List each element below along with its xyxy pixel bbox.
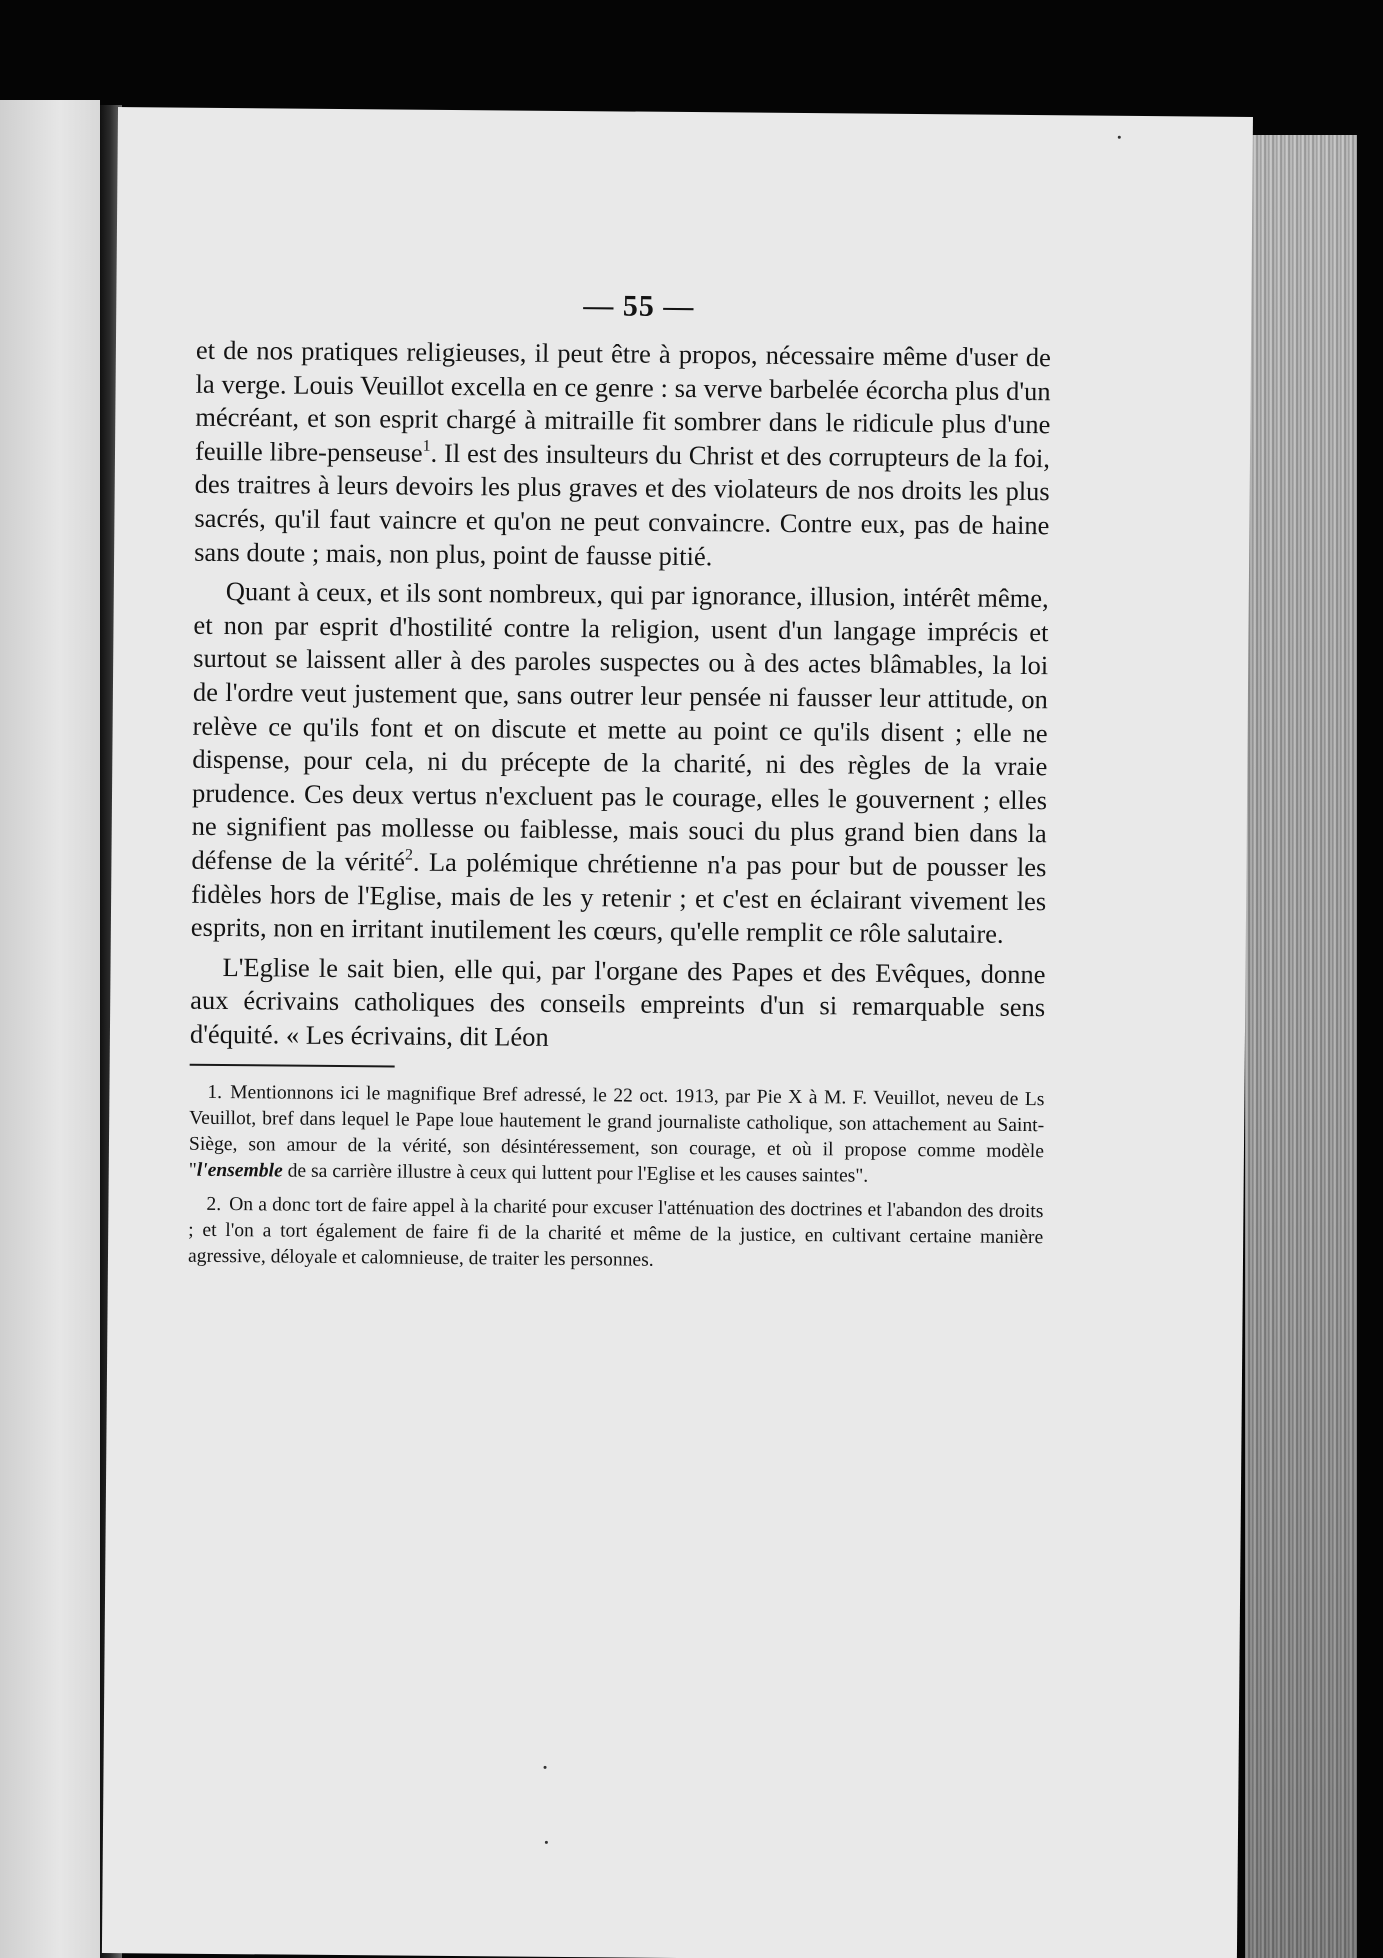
page-content [188,286,1052,1286]
footnote-1 [189,1080,1045,1191]
footnote-text: de sa carrière illustre à ceux qui luttent pour l'Eglise et les causes saintes". [282,1160,869,1188]
footnote-text: On a donc tort de faire appel à la charité pour excuser l'atténuation des doctrines et l'abandon des droits ; et l'on a tort également de faire fi de la charité et même de la justice, en cultivant certaine manière agressive, déloyale et calomnieuse, de traiter les personnes. [187,1194,1044,1272]
paragraph-3: L'Eglise le sait bien, elle qui, par l'organe des Papes et des Evêques, donne aux écrivains catholiques des conseils empreints d'un si remarquable sens d'équité. « Les écrivains, dit Léon [189,951,1046,1052]
footnotes [188,1080,1045,1277]
paragraph-text: et de nos pratiques religieuses, il peut être à propos, nécessaire même d'user de la verge. Louis Veuillot excella en ce genre : sa verve barbelée écorcha plus d'un mécréant, et son esprit chargé à mitraille fit sombrer dans le ridicule plus d'une feuille libre-penseuse [194,334,1052,468]
paragraph-text: . Il est des insulteurs du Christ et des corrupteurs de la foi, des traitres à leurs devoirs les plus graves et des violateurs de nos droits les plus sacrés, qu'il faut vaincre et qu'on ne peut convaincre. Contre eux, pas de haine sans doute ; mais, non plus, point de fausse pitié. [194,437,1051,571]
page-edge-shading [1245,135,1357,1958]
footnote-emphasis: l'ensemble [196,1160,283,1182]
page-number: — 55 — [583,289,695,324]
scan-speck [1118,136,1121,139]
paragraph-text: Quant à ceux, et ils sont nombreux, qui par ignorance, illusion, intérêt même, et non par esprit d'hostilité contre la religion, usent d'un langage imprécis et surtout se laissent aller à des paroles suspectes ou à des actes blâmables, la loi de l'ordre veut justement que, sans outrer leur pensée ni fausser leur attitude, on relève ce qu'ils font et on discute et mette au point ce qu'ils disent ; elle ne dispense, pour cela, ni du précepte de la charité, ni des règles de la vraie prudence. Ces deux vertus n'excluent pas le courage, elles le gouvernent ; elles ne signifient pas mollesse ou faiblesse, mais souci du plus grand bien dans la défense de la vérité [191,576,1049,877]
footnote-text: Mentionnons ici le magnifique Bref adressé, le 22 oct. 1913, par Pie X à M. F. Veuillot, neveu de Ls Veuillot, bref dans lequel le Pape loue hautement le grand journaliste catholique, son attachement au Saint-Siège, son amour de la vérité, son désintéressement, son courage, et où il propose comme modèle " [188,1082,1045,1182]
footnote-number: 1. [207,1082,223,1104]
book-page [102,107,1253,1958]
footnote-separator [190,1064,395,1068]
scan-speck [545,1841,548,1844]
footnote-ref-1: 1 [422,437,431,455]
footnote-ref-2: 2 [404,846,414,864]
footnote-number: 2. [206,1194,222,1216]
body-text [190,334,1051,1059]
paragraph-1 [194,334,1051,577]
footnote-2 [188,1192,1044,1277]
facing-page-edge [0,100,100,1958]
paragraph-2 [191,575,1049,952]
scan-speck [544,1766,547,1769]
paragraph-text: . La polémique chrétienne n'a pas pour but de pousser les fidèles hors de l'Eglise, mais de les y retenir ; et c'est en éclairant vivement les esprits, non en irritant inutilement les cœurs, qu'elle remplit ce rôle salutaire. [190,846,1047,949]
